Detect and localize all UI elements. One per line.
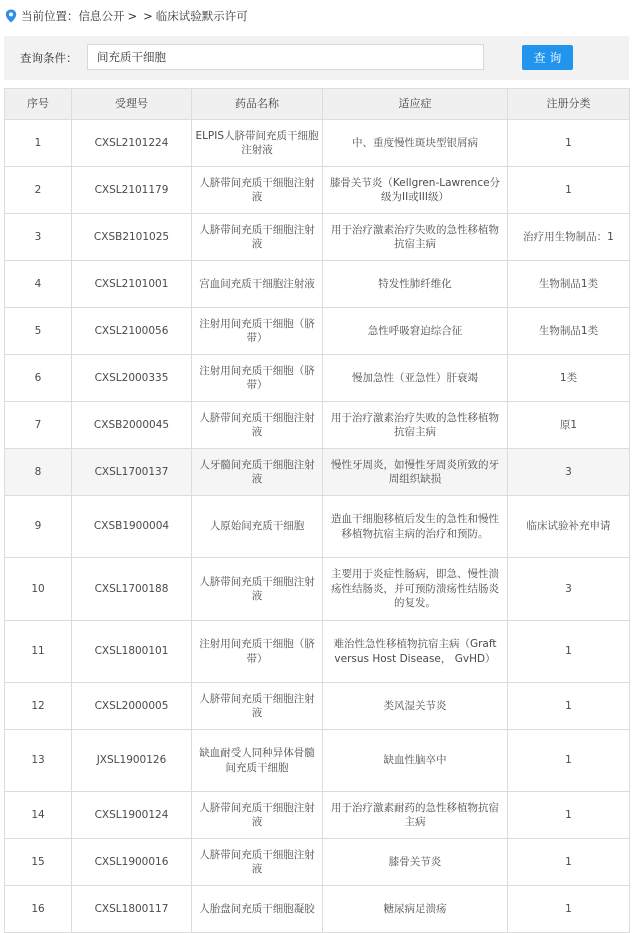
cell-serial: 16 — [5, 886, 72, 933]
cell-indication: 难治性急性移植物抗宿主病（Graft versus Host Disease， GvHD） — [323, 621, 508, 683]
cell-indication: 慢加急性（亚急性）肝衰竭 — [323, 355, 508, 402]
cell-category: 1 — [508, 839, 630, 886]
cell-acceptance-no: CXSL1800101 — [72, 621, 192, 683]
cell-acceptance-no: CXSL1700188 — [72, 558, 192, 621]
cell-drug-name: 人脐带间充质干细胞注射液 — [192, 167, 323, 214]
breadcrumb-separator: > — [143, 8, 153, 23]
cell-indication: 急性呼吸窘迫综合征 — [323, 308, 508, 355]
cell-serial: 4 — [5, 261, 72, 308]
cell-category: 生物制品1类 — [508, 308, 630, 355]
cell-category: 1 — [508, 621, 630, 683]
cell-indication: 用于治疗激素治疗失败的急性移植物抗宿主病 — [323, 214, 508, 261]
table-header-row — [5, 89, 630, 120]
cell-indication: 膝骨关节炎 — [323, 839, 508, 886]
table-row[interactable] — [5, 214, 630, 261]
column-header-drug-name: 药品名称 — [192, 89, 323, 120]
cell-drug-name: 人脐带间充质干细胞注射液 — [192, 683, 323, 730]
cell-acceptance-no: CXSL2100056 — [72, 308, 192, 355]
table-row[interactable] — [5, 792, 630, 839]
cell-indication: 主要用于炎症性肠病，即急、慢性溃疡性结肠炎，并可预防溃疡性结肠炎的复发。 — [323, 558, 508, 621]
cell-drug-name: 注射用间充质干细胞（脐带） — [192, 355, 323, 402]
cell-category: 1类 — [508, 355, 630, 402]
search-button[interactable]: 查 询 — [522, 45, 573, 70]
table-row[interactable] — [5, 449, 630, 496]
cell-acceptance-no: CXSL2101001 — [72, 261, 192, 308]
breadcrumb-label: 当前位置： — [21, 8, 79, 23]
cell-serial: 6 — [5, 355, 72, 402]
table-row[interactable] — [5, 120, 630, 167]
cell-serial: 8 — [5, 449, 72, 496]
cell-serial: 13 — [5, 730, 72, 792]
cell-indication: 膝骨关节炎（Kellgren-Lawrence分级为II或III级） — [323, 167, 508, 214]
cell-indication: 类风湿关节炎 — [323, 683, 508, 730]
cell-indication: 用于治疗激素治疗失败的急性移植物抗宿主病 — [323, 402, 508, 449]
cell-acceptance-no: CXSB1900004 — [72, 496, 192, 558]
cell-acceptance-no: CXSL2000335 — [72, 355, 192, 402]
search-input[interactable] — [87, 44, 484, 70]
cell-serial: 2 — [5, 167, 72, 214]
cell-acceptance-no: CXSL2101224 — [72, 120, 192, 167]
cell-drug-name: ELPIS人脐带间充质干细胞注射液 — [192, 120, 323, 167]
cell-acceptance-no: JXSL1900126 — [72, 730, 192, 792]
cell-category: 1 — [508, 683, 630, 730]
cell-acceptance-no: CXSL1900016 — [72, 839, 192, 886]
cell-drug-name: 注射用间充质干细胞（脐带） — [192, 621, 323, 683]
cell-drug-name: 人牙髓间充质干细胞注射液 — [192, 449, 323, 496]
cell-serial: 7 — [5, 402, 72, 449]
table-row[interactable] — [5, 558, 630, 621]
cell-acceptance-no: CXSB2000045 — [72, 402, 192, 449]
cell-indication: 特发性肺纤维化 — [323, 261, 508, 308]
cell-indication: 造血干细胞移植后发生的急性和慢性移植物抗宿主病的治疗和预防。 — [323, 496, 508, 558]
table-row[interactable] — [5, 402, 630, 449]
cell-drug-name: 人脐带间充质干细胞注射液 — [192, 558, 323, 621]
cell-acceptance-no: CXSL2000005 — [72, 683, 192, 730]
cell-drug-name: 人脐带间充质干细胞注射液 — [192, 214, 323, 261]
column-header-serial: 序号 — [5, 89, 72, 120]
search-bar — [4, 36, 629, 80]
column-header-indication: 适应症 — [323, 89, 508, 120]
cell-serial: 10 — [5, 558, 72, 621]
cell-serial: 14 — [5, 792, 72, 839]
search-label: 查询条件： — [20, 51, 78, 65]
cell-indication: 缺血性脑卒中 — [323, 730, 508, 792]
cell-serial: 12 — [5, 683, 72, 730]
cell-category: 3 — [508, 558, 630, 621]
cell-category: 治疗用生物制品：1 — [508, 214, 630, 261]
table-row[interactable] — [5, 308, 630, 355]
table-row[interactable] — [5, 886, 630, 933]
table-row[interactable] — [5, 496, 630, 558]
breadcrumb-separator: > — [127, 8, 138, 23]
cell-drug-name: 人脐带间充质干细胞注射液 — [192, 792, 323, 839]
table-row[interactable] — [5, 355, 630, 402]
column-header-acceptance-no: 受理号 — [72, 89, 192, 120]
table-row[interactable] — [5, 167, 630, 214]
cell-drug-name: 人脐带间充质干细胞注射液 — [192, 402, 323, 449]
breadcrumb — [0, 0, 640, 31]
cell-acceptance-no: CXSL1700137 — [72, 449, 192, 496]
cell-drug-name: 人原始间充质干细胞 — [192, 496, 323, 558]
cell-drug-name: 人脐带间充质干细胞注射液 — [192, 839, 323, 886]
cell-indication: 糖尿病足溃疡 — [323, 886, 508, 933]
location-pin-icon — [5, 9, 17, 23]
cell-serial: 11 — [5, 621, 72, 683]
cell-drug-name: 缺血耐受人同种异体骨髓间充质干细胞 — [192, 730, 323, 792]
breadcrumb-item-info-public[interactable]: 信息公开 — [78, 8, 125, 23]
cell-serial: 5 — [5, 308, 72, 355]
cell-category: 3 — [508, 449, 630, 496]
cell-category: 1 — [508, 167, 630, 214]
cell-acceptance-no: CXSL2101179 — [72, 167, 192, 214]
cell-category: 1 — [508, 120, 630, 167]
table-row[interactable] — [5, 839, 630, 886]
table-row[interactable] — [5, 621, 630, 683]
cell-drug-name: 人胎盘间充质干细胞凝胶 — [192, 886, 323, 933]
cell-serial: 9 — [5, 496, 72, 558]
cell-category: 临床试验补充申请 — [508, 496, 630, 558]
cell-serial: 3 — [5, 214, 72, 261]
cell-category: 1 — [508, 792, 630, 839]
cell-acceptance-no: CXSL1800117 — [72, 886, 192, 933]
cell-drug-name: 宫血间充质干细胞注射液 — [192, 261, 323, 308]
results-table — [4, 88, 630, 933]
table-row[interactable] — [5, 730, 630, 792]
cell-category: 生物制品1类 — [508, 261, 630, 308]
table-row[interactable] — [5, 683, 630, 730]
cell-acceptance-no: CXSL1900124 — [72, 792, 192, 839]
cell-category: 1 — [508, 886, 630, 933]
cell-indication: 慢性牙周炎，如慢性牙周炎所致的牙周组织缺损 — [323, 449, 508, 496]
cell-indication: 用于治疗激素耐药的急性移植物抗宿主病 — [323, 792, 508, 839]
cell-category: 原1 — [508, 402, 630, 449]
breadcrumb-item-clinical-trial-permission[interactable]: 临床试验默示许可 — [155, 8, 248, 23]
cell-category: 1 — [508, 730, 630, 792]
cell-serial: 15 — [5, 839, 72, 886]
column-header-registration-category: 注册分类 — [508, 89, 630, 120]
cell-acceptance-no: CXSB2101025 — [72, 214, 192, 261]
cell-serial: 1 — [5, 120, 72, 167]
cell-drug-name: 注射用间充质干细胞（脐带） — [192, 308, 323, 355]
cell-indication: 中、重度慢性斑块型银屑病 — [323, 120, 508, 167]
table-row[interactable] — [5, 261, 630, 308]
